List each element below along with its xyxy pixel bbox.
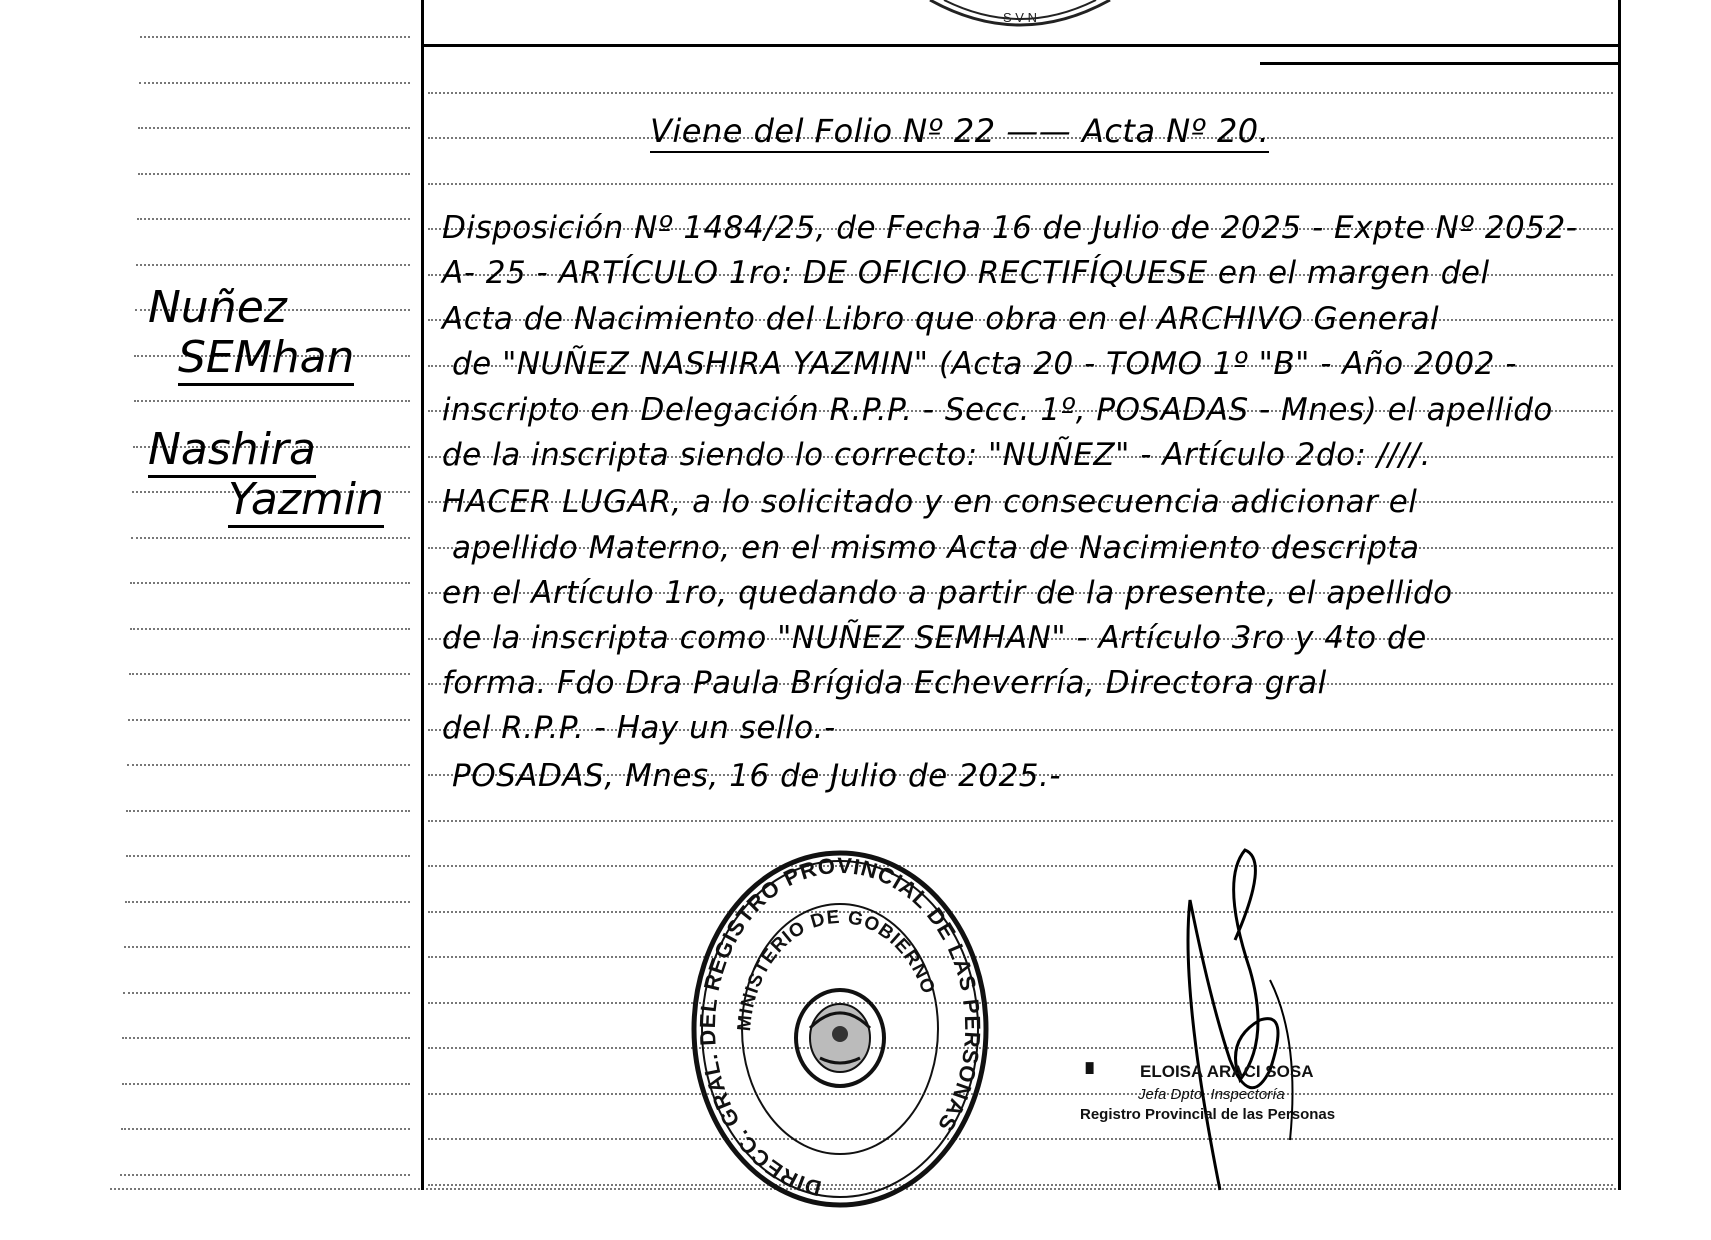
ruled-line-left bbox=[128, 719, 410, 721]
stamp-inner-text: MINISTERIO DE GOBIERNO bbox=[733, 906, 939, 1033]
margin-surname-1: Nuñez bbox=[148, 282, 287, 333]
ruled-line-left bbox=[120, 1174, 410, 1176]
ruled-line-body bbox=[428, 1002, 1613, 1004]
body-line-8: apellido Materno, en el mismo Acta de Nacimiento descripta bbox=[452, 530, 1420, 566]
ruled-line-left bbox=[137, 218, 410, 220]
ruled-line-left bbox=[123, 992, 410, 994]
margin-divider bbox=[421, 0, 424, 1190]
body-line-13: POSADAS, Mnes, 16 de Julio de 2025.- bbox=[452, 758, 1062, 794]
margin-name-2: Yazmin bbox=[228, 474, 384, 528]
ruled-line-body bbox=[428, 820, 1613, 822]
ruled-line-left bbox=[139, 82, 410, 84]
signature-mark-icon: ▗ bbox=[1078, 1052, 1094, 1074]
top-seal-text: S V N bbox=[1003, 10, 1037, 25]
body-line-1: Disposición Nº 1484/25, de Fecha 16 de Julio de 2025 - Expte Nº 2052- bbox=[442, 210, 1578, 246]
ruled-line-body bbox=[428, 911, 1613, 913]
body-line-2: A- 25 - ARTÍCULO 1ro: DE OFICIO RECTIFÍQUESE en el margen del bbox=[442, 255, 1490, 291]
ruled-line-left bbox=[122, 1037, 410, 1039]
ruled-line-body bbox=[428, 92, 1613, 94]
body-line-5: inscripto en Delegación R.P.P. - Secc. 1º, POSADAS - Mnes) el apellido bbox=[442, 392, 1553, 428]
ruled-line-left bbox=[138, 127, 410, 129]
coat-of-arms-icon bbox=[796, 990, 884, 1086]
ruled-line-body bbox=[428, 1093, 1613, 1095]
ruled-line-body bbox=[428, 1047, 1613, 1049]
body-line-6: de la inscripta siendo lo correcto: "NUÑEZ" - Artículo 2do: ////. bbox=[442, 437, 1431, 473]
ruled-line-left bbox=[122, 1083, 410, 1085]
ruled-line-left bbox=[126, 810, 410, 812]
body-line-9: en el Artículo 1ro, quedando a partir de la presente, el apellido bbox=[442, 575, 1453, 611]
signature bbox=[1150, 840, 1330, 1200]
ruled-line-left bbox=[131, 537, 410, 539]
body-line-4: de "NUÑEZ NASHIRA YAZMIN" (Acta 20 - TOMO 1º "B" - Año 2002 - bbox=[452, 346, 1517, 382]
ruled-line-left bbox=[124, 946, 410, 948]
signatory-office: Registro Provincial de las Personas bbox=[1080, 1106, 1336, 1123]
ruled-line-left bbox=[136, 264, 410, 266]
ruled-line-body bbox=[428, 956, 1613, 958]
official-stamp bbox=[690, 848, 990, 1210]
ruled-line-left bbox=[126, 855, 410, 857]
top-separator bbox=[422, 44, 1620, 47]
ruled-line-left bbox=[138, 173, 410, 175]
body-line-12: del R.P.P. - Hay un sello.- bbox=[442, 710, 836, 746]
ruled-line-body bbox=[428, 183, 1613, 185]
folio-header-text: Viene del Folio Nº 22 —— Acta Nº 20. bbox=[650, 112, 1269, 153]
ruled-line-left bbox=[130, 582, 410, 584]
stamp-outer-text: DIRECC. GRAL. DEL REGISTRO PROVINCIAL DE LAS PERSONAS bbox=[694, 852, 986, 1202]
margin-surname-2: SEMhan bbox=[178, 332, 354, 386]
body-line-3: Acta de Nacimiento del Libro que obra en el ARCHIVO General bbox=[442, 301, 1440, 337]
signatory-title: Jefa Dpto. Inspectoría bbox=[1138, 1086, 1285, 1103]
right-border bbox=[1618, 0, 1621, 1190]
body-line-11: forma. Fdo Dra Paula Brígida Echeverría, Directora gral bbox=[442, 665, 1327, 701]
ruled-line-left bbox=[127, 764, 410, 766]
margin-name-1: Nashira bbox=[148, 424, 316, 478]
ruled-line-left bbox=[130, 628, 410, 630]
ruled-line-left bbox=[129, 673, 410, 675]
ruled-line-body bbox=[428, 1184, 1613, 1186]
top-seal-fragment bbox=[920, 0, 1120, 40]
body-line-7: HACER LUGAR, a lo solicitado y en consecuencia adicionar el bbox=[442, 484, 1418, 520]
body-line-10: de la inscripta como "NUÑEZ SEMHAN" - Artículo 3ro y 4to de bbox=[442, 620, 1427, 656]
ruled-line-body bbox=[428, 865, 1613, 867]
ruled-line-left bbox=[140, 36, 410, 38]
ruled-line-left bbox=[121, 1128, 410, 1130]
folio-header bbox=[650, 112, 1269, 150]
ruled-line-left bbox=[134, 400, 410, 402]
ruled-line-left bbox=[125, 901, 410, 903]
top-separator-2 bbox=[1260, 62, 1620, 65]
ruled-line-body bbox=[428, 1138, 1613, 1140]
signatory-name: ELOISA ARACI SOSA bbox=[1140, 1062, 1314, 1081]
